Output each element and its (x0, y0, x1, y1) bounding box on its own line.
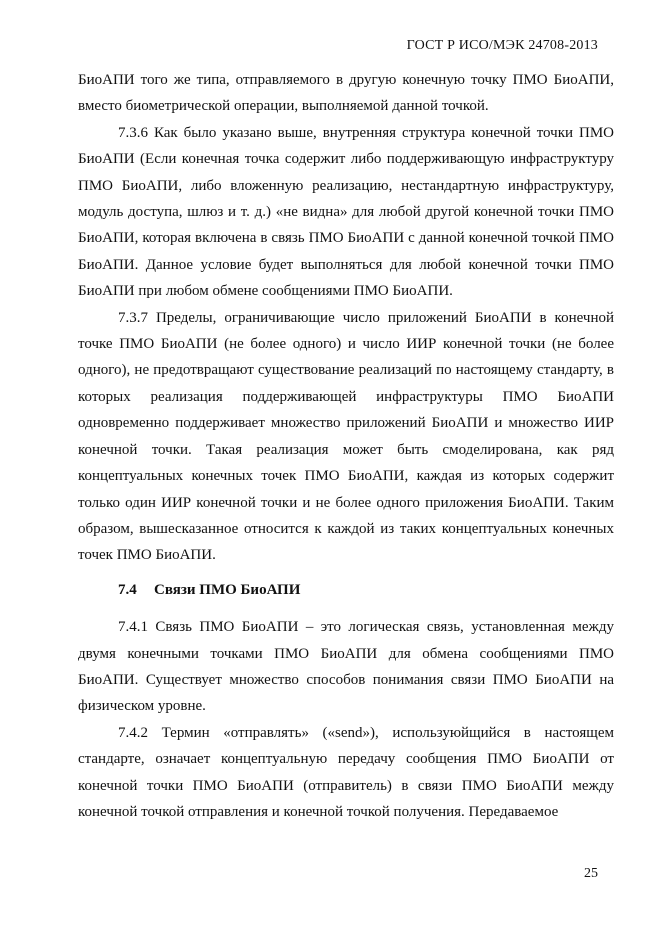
section-number: 7.4 (118, 581, 137, 598)
document-body (78, 67, 614, 825)
paragraph-continuation: БиоАПИ того же типа, отправляемого в другую конечную точку ПМО БиоАПИ, вместо биометрической операции, выполняемой данной точкой. (78, 72, 614, 115)
page-number: 25 (584, 866, 598, 881)
paragraph-7-4-2: 7.4.2 Термин «отправлять» («send»), используюйщийся в настоящем стандарте, означает концептуальную передачу сообщения ПМО БиоАПИ от конечной точки ПМО БиоАПИ (отправитель) в связи ПМО БиоАПИ между конечной точкой отправления и конечной точкой получения. Передаваемое (78, 724, 614, 820)
paragraph-7-3-7: 7.3.7 Пределы, ограничивающие число приложений БиоАПИ в конечной точке ПМО БиоАПИ (не более одного) и число ИИР конечной точки (не более одного), не предотвращают существование реализаций по настоящему стандарту, в которых реализация поддерживающей инфраструктуры ПМО БиоАПИ одновременно поддерживает множество приложений БиоАПИ и множество ИИР конечной точки. Такая реализация может быть смоделирована, как ряд концептуальных конечных точек ПМО БиоАПИ, каждая из которых содержит только один ИИР конечной точки и не более одного приложения БиоАПИ. Таким образом, вышесказанное относится к каждой из таких концептуальных конечных точек ПМО БиоАПИ. (78, 309, 614, 564)
section-title: Связи ПМО БиоАПИ (154, 581, 301, 598)
paragraph-7-4-1: 7.4.1 Связь ПМО БиоАПИ – это логическая связь, установленная между двумя конечными точками ПМО БиоАПИ для обмена сообщениями ПМО БиоАПИ. Существует множество способов понимания связи ПМО БиоАПИ на физическом уровне. (78, 619, 614, 715)
document-header: ГОСТ Р ИСО/МЭК 24708-2013 (406, 38, 598, 53)
paragraph-7-3-6: 7.3.6 Как было указано выше, внутренняя структура конечной точки ПМО БиоАПИ (Если конечная точка содержит либо поддерживающую инфраструктуру ПМО БиоАПИ, либо вложенную реализацию, нестандартную инфраструктуру, модуль доступа, шлюз и т. д.) «не видна» для любой другой конечной точки ПМО БиоАПИ, которая включена в связь ПМО БиоАПИ с данной конечной точкой ПМО БиоАПИ. Данное условие будет выполняться для любой конечной точки ПМО БиоАПИ при любом обмене сообщениями ПМО БиоАПИ. (78, 124, 614, 300)
section-heading (78, 577, 614, 603)
